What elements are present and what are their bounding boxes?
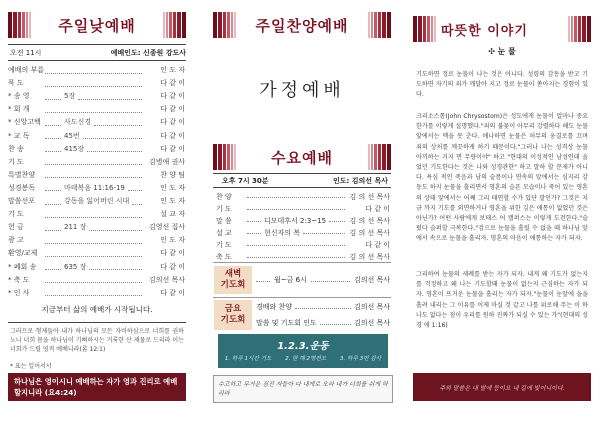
dot-leader [329, 215, 345, 222]
worship-row-person: 다 같 이 [160, 118, 185, 127]
worship-row-item: 211 장 [64, 223, 87, 232]
worship-row-person: 다 같 이 [160, 79, 185, 88]
wed-row-person: 김 의 선 목사 [349, 253, 390, 261]
dawn-row [256, 275, 390, 285]
worship-row [8, 195, 185, 207]
worship-row [8, 143, 185, 155]
worship-row-person: 인 도 자 [160, 236, 185, 245]
left-banner-text: 하나님은 영이시니 예배하는 자가 영과 진리로 예배할지니라 (요4:24) [14, 377, 178, 397]
worship-row [8, 156, 185, 168]
dot-leader [247, 203, 345, 210]
middle-header-title: 주일찬양예배 [255, 16, 349, 35]
worship-row-label: 찬 송 [8, 144, 24, 153]
dot-leader [78, 93, 142, 100]
left-header-title: 주일낮예배 [58, 16, 136, 35]
worship-row-item: 마태복음 11:16-19 [64, 183, 125, 192]
wed-mid-rule [213, 187, 391, 188]
wed-row-person: 다 같 이 [365, 241, 390, 249]
dot-leader [45, 93, 61, 100]
dot-leader [89, 224, 142, 231]
worship-row [8, 90, 185, 102]
wed-row-person: 김 의 선 목사 [349, 217, 390, 225]
dot-leader [45, 80, 142, 87]
dot-leader [247, 215, 261, 222]
left-header [8, 12, 186, 38]
worship-row-item: 45번 [64, 131, 80, 140]
worship-row-label: 묵 도 [8, 79, 24, 88]
dawn-block-rule-bottom [213, 297, 391, 298]
worship-row [8, 182, 185, 194]
worship-row-person: 김병애 권사 [148, 157, 185, 166]
worship-row-label: 예배의 부름 [8, 66, 45, 74]
movement-box [218, 334, 388, 368]
worship-row-person: 다 같 이 [160, 105, 185, 114]
worship-row-label: 헌 금 [8, 223, 24, 232]
left-header-bars-left [8, 12, 31, 38]
worship-row [8, 77, 185, 89]
dot-leader [45, 276, 142, 283]
worship-row-label: * 회 개 [8, 105, 30, 114]
right-header-title: 따뜻한 이야기 [441, 23, 528, 39]
worship-row-label: * 교 독 [8, 131, 30, 140]
wed-row-item: 디모데후서 2:3~15 [264, 217, 327, 225]
left-top-rule [8, 44, 186, 45]
worship-row-item: 635 장 [64, 262, 87, 271]
dot-leader [45, 224, 61, 231]
worship-row-person: 다 같 이 [160, 131, 185, 140]
dot-leader [45, 184, 61, 191]
dot-leader [45, 211, 142, 218]
wed-leader: 인도: 김의선 목사 [332, 177, 388, 185]
worship-row-person: 인 도 자 [160, 66, 185, 74]
worship-row-label: * 신앙고백 [8, 118, 41, 127]
dot-leader [45, 119, 61, 126]
right-header-bars-left [413, 16, 436, 42]
story-paragraph-1: 기도하면 정로 눈물이 나는 것은 아니다. 성령의 감동을 받고 기도하면 자기의 죄가 깨달아 지고 정로 눈물이 쏟아지는 경험이 있다. [416, 71, 588, 99]
worship-row-item: 415장 [64, 144, 85, 153]
worship-row [8, 116, 185, 128]
worship-row-person: 김의선 목사 [148, 275, 185, 284]
right-header-bars-right [568, 16, 591, 42]
worship-row-label: 성경봉독 [8, 183, 36, 192]
dot-leader [45, 132, 61, 139]
worship-row [8, 208, 185, 220]
wed-row-person: 김 의 선 목사 [349, 229, 390, 237]
dot-leader [45, 237, 142, 244]
fri-center-1: 경배와 찬양 [256, 303, 293, 311]
left-mid-rule [8, 60, 186, 61]
worship-row-label: 환영/교제 [8, 249, 38, 258]
middle-header [213, 12, 391, 38]
wed-row-label: 축 도 [216, 253, 232, 261]
left-header-bars-right [163, 12, 186, 38]
worship-row [8, 247, 185, 259]
worship-row-label: 기 도 [8, 157, 24, 166]
dawn-block-rule-top [213, 262, 391, 263]
middle-header-bars-right [368, 12, 391, 38]
dot-leader [45, 250, 142, 257]
worship-row-person: 다 같 이 [160, 144, 185, 153]
bottom-note-box [213, 375, 393, 403]
wed-row [216, 227, 390, 239]
worship-row [8, 261, 185, 273]
worship-row-item: 사도신경 [64, 118, 92, 127]
wed-row-label: 기 도 [216, 241, 232, 249]
right-header [413, 16, 591, 42]
worship-row-person: 인 도 자 [160, 183, 185, 192]
worship-row-label: 광 고 [8, 236, 24, 245]
worship-row-label: 특별찬양 [8, 170, 36, 179]
worship-row-label: * 송 영 [8, 92, 30, 101]
story-paragraph-3: 그리하여 눈물의 세례를 받는 자가 되자. 내게 왜 기도가 없는지를 걱정하고 왜 나는 기도할때 눈물이 없는지 근심하는 자가 되자. 영혼이 뜨거운 눈물을 흘리는 자가 되자."눈물이 눈앞에 을을 흘려 내리는 그 이유를 이제 마실 것 같고 나를 위로해 주는 이 하나도 없다는 점이 우리를 원하 진짜가 되실 수 있는 가"(현대의 성경 애 1:16) [416, 271, 588, 330]
wed-row-item: 현신자의 복 [264, 229, 301, 237]
wed-time: 오후 7시 30분 [222, 177, 269, 185]
wed-row [216, 191, 390, 203]
wed-header [213, 144, 391, 170]
dot-leader [128, 184, 142, 191]
movement-items [218, 354, 388, 362]
fri-label: 금요 기도회 [220, 304, 246, 325]
worship-row-person: 설 교 자 [160, 210, 185, 219]
wed-row-label: 찬 양 [216, 193, 232, 201]
dawn-dots-2 [311, 275, 350, 282]
dot-leader [45, 106, 142, 113]
middle-header-bars-left [213, 12, 236, 38]
family-worship-title: 가정예배 [259, 80, 345, 101]
dawn-dots [256, 275, 270, 282]
dot-leader [45, 198, 61, 205]
worship-row-label: * 폐회 송 [8, 262, 37, 271]
worship-row-item: 강동을 잃어버린 시대 [64, 197, 130, 205]
dawn-center: 월~금 6시 [274, 276, 307, 284]
dot-leader [247, 227, 261, 234]
wed-row-label: 말 씀 [216, 217, 232, 225]
wed-header-title: 수요예배 [271, 148, 333, 167]
worship-row-item: 5장 [64, 92, 76, 101]
fri-center-2: 말씀 및 기도회 인도 [256, 319, 317, 327]
worship-row [8, 287, 185, 299]
story-subtitle-text: 눈 물 [497, 47, 516, 56]
dot-leader [45, 145, 61, 152]
worship-row [8, 274, 185, 286]
wed-row-label: 설 교 [216, 229, 232, 237]
worship-row-label: * 축 도 [8, 275, 30, 284]
wed-top-rule [213, 173, 391, 174]
right-banner [413, 373, 591, 401]
dot-leader [132, 198, 142, 205]
cross-flower-icon: ✣ [488, 47, 498, 56]
worship-row [8, 169, 185, 181]
dot-leader [247, 251, 345, 258]
fri-dots-1 [295, 302, 351, 309]
dot-leader [94, 119, 142, 126]
movement-title: 1.2.3.운동 [277, 341, 329, 352]
dot-leader [83, 132, 142, 139]
dot-leader [303, 227, 345, 234]
worship-row-person: 다 같 이 [160, 92, 185, 101]
worship-row [8, 221, 185, 233]
wed-row-person: 김 의 선 목사 [349, 193, 390, 201]
worship-row-person: 다 같 이 [160, 249, 185, 258]
wed-row [216, 239, 390, 251]
fri-right-2: 김의선 목사 [353, 319, 390, 327]
story-subtitle [413, 46, 591, 57]
wed-header-bars-left [213, 144, 236, 170]
service-time: 오전 11시 [10, 49, 42, 57]
worship-row-label: 기 도 [8, 210, 24, 219]
left-banner [8, 373, 186, 401]
dot-leader [45, 171, 142, 178]
wed-row-person: 다 같 이 [365, 205, 390, 213]
dawn-label-box [214, 266, 252, 294]
worship-row-label: 말씀선포 [8, 197, 36, 205]
footnote: * 표는 일어서서 [10, 363, 52, 370]
fri-right-1: 김의선 목사 [353, 303, 390, 311]
wed-header-bars-right [368, 144, 391, 170]
dot-leader [247, 239, 345, 246]
fri-row-2 [256, 318, 390, 328]
fri-row-1 [256, 302, 390, 312]
worship-row [8, 64, 185, 76]
right-banner-text: 주의 말씀은 내 발에 등이요 내 길에 빛이니이다. [439, 384, 565, 392]
worship-row [8, 103, 185, 115]
story-paragraph-2: 크리소스톰(John Chrysostom)은 성도에게 눈물이 얼마나 중요한가를 이렇게 설명했다."죄의 불꽃이 아무리 강렬하다 해도 눈물 앞에서는 맥을 못 춘다. 애나하면 눈물은 허무의 웅결로를 끄며 죄의 상처를 깨끗하게 하기 때문이다."그러나 나는 성격상 눈물 아끼하는 거지 면 무량이야" 하고 "현대의 이성적인 남성인데 울었던 기도한다는 것은 나와 성경관한" 하고 말하 할 문제가 아니다. 욕심 적인 죽음과 남의 슬픔이나 연속의 앞에서는 심지리 감동도 하지 눈물을 흘리면서 영혼의 슬픈 모습이나 죽어 있는 영혼의 상태 앞에서는 어째 그리 태연할 수가 있단 말인가? 그것은 지금 까지 기도를 외면하거나 영혼을 위한 깊은 애통이 없었던 것은 아닌가? 어떤 사람에게 보태스 어 캠퍼스는 이렇게 도전한다."슬펐다 슬퍼할 극복한다."검으로 눈물을 흘릴 수 없을 때 하나님 앞에서 속으로 눈물을 흘리자. 영혼의 마음이 애통하는 자가 되자. [416, 113, 588, 243]
leader: 예배인도: 신종원 강도사 [110, 49, 186, 57]
wed-row [216, 203, 390, 215]
dot-leader [247, 191, 345, 198]
dot-leader [87, 145, 142, 152]
closing-line: 지금부터 삶의 예배가 시작됩니다. [41, 305, 153, 314]
left-verse-rule [8, 322, 186, 323]
worship-row-person: 찬 양 팀 [160, 170, 185, 179]
movement-item-1: 1. 하루 1시간 기도 [224, 356, 272, 362]
worship-row-person: 다 같 이 [160, 288, 185, 297]
movement-item-2: 2. 한 해 2명전도 [285, 356, 327, 362]
dot-leader [45, 158, 142, 165]
verse-text: 그러므로 형제들아 내가 하나님의 모든 자비하심으로 너희를 권하노니 너희 몸을 하나님이 기뻐하시는 거룩한 산 제물로 드리라 이는 너희가 드릴 영적 예배니라(롬 12:1) [10, 328, 184, 353]
dot-leader [45, 263, 61, 270]
worship-row [8, 130, 185, 142]
fri-dots-2 [320, 318, 351, 325]
wed-row [216, 215, 390, 227]
dawn-label: 새벽 기도회 [220, 269, 246, 290]
worship-row [8, 234, 185, 246]
dot-leader [89, 263, 142, 270]
fri-label-box [214, 300, 252, 330]
worship-row-person: 인 도 자 [160, 197, 185, 205]
worship-row-label: * 인 사 [8, 288, 30, 297]
dot-leader [45, 67, 142, 74]
worship-row-person: 다 같 이 [160, 262, 185, 271]
bottom-note: 수고하고 무거운 짐진 자들아 다 내게로 오라 내가 너희를 쉬게 하리라 [218, 381, 388, 397]
movement-item-3: 3. 하루 3번 감사 [339, 356, 382, 362]
dot-leader [45, 289, 142, 296]
wed-row-label: 기 도 [216, 205, 232, 213]
worship-row-person: 김영선 집사 [148, 223, 185, 232]
dawn-right: 김의선 목사 [353, 276, 390, 284]
